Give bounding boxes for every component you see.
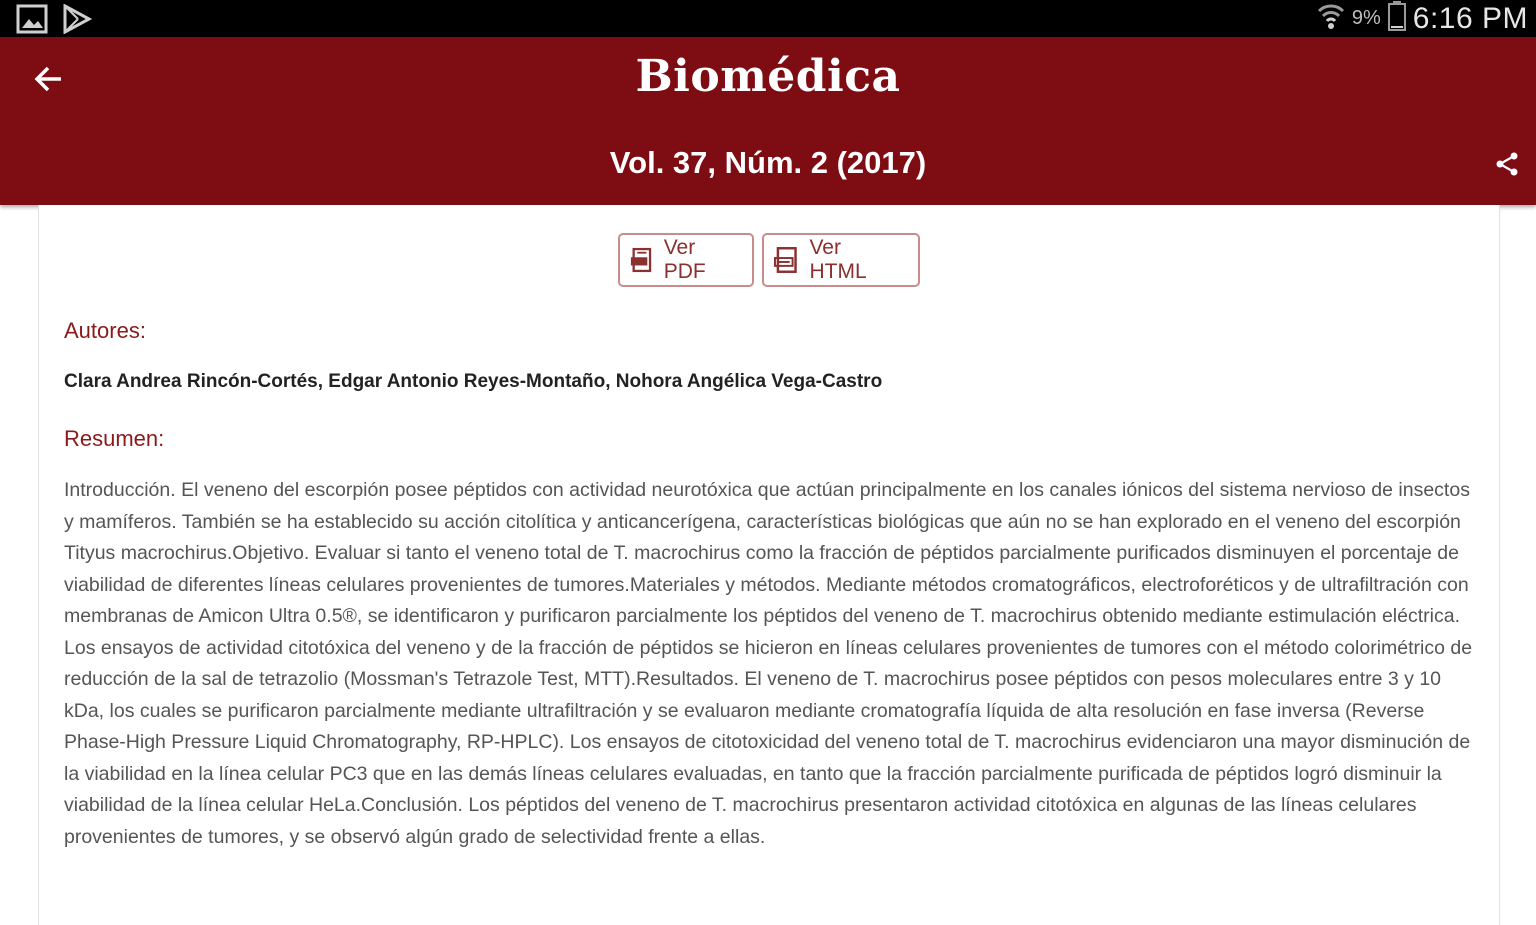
battery-percent: 9% [1351, 7, 1381, 29]
abstract-text: Introducción. El veneno del escorpión posee péptidos con actividad neurotóxica que actúan principalmente en los canales iónicos del sistema nervioso de insectos y mamíferos. También se ha establecido su acción citolítica y anticancerígena, características biológicas que aún no se han explorado en el veneno del escorpión Tityus macrochirus.Objetivo. Evaluar si tanto el veneno total de T. macrochirus como la fracción de péptidos parcialmente purificados disminuyen el porcentaje de viabilidad de diferentes líneas celulares provenientes de tumores.Materiales y métodos. Mediante métodos cromatográficos, electroforéticos y de ultrafiltración con membranas de Amicon Ultra 0.5®, se identificaron y purificaron parcialmente los péptidos del veneno de T. macrochirus obtenido mediante estimulación eléctrica. Los ensayos de actividad citotóxica del veneno y de la fracción de péptidos se hicieron en líneas celulares provenientes de tumores con el método colorimétrico de reducción de la sal de tetrazolio (Mossman's Tetrazole Test, MTT).Resultados. El veneno de T. macrochirus posee péptidos con pesos moleculares entre 3 y 10 kDa, los cuales se purificaron parcialmente mediante ultrafiltración y se evaluaron mediante cromatografía líquida de alta resolución en fase inversa (Reverse Phase-High Pressure Liquid Chromatography, RP-HPLC). Los ensayos de citotoxicidad del veneno total de T. macrochirus evidenciaron una mayor disminución de la viabilidad en la línea celular PC3 que en las demás líneas celulares evaluadas, en tanto que la fracción parcialmente purificada de péptidos logró disminuir la viabilidad de la línea celular HeLa.Conclusión. Los péptidos del veneno de T. macrochirus presentaron actividad citotóxica en algunas de las líneas celulares provenientes de tumores, y se observó algún grado de selectividad frente a ellas. [64, 479, 1473, 848]
status-bar-right [1316, 0, 1528, 37]
share-button[interactable] [1492, 149, 1522, 179]
gallery-icon [16, 4, 48, 39]
html-file-icon [774, 246, 799, 274]
wifi-icon [1316, 1, 1346, 36]
issue-title: Vol. 37, Núm. 2 (2017) [609, 145, 927, 180]
abstract-heading: Resumen: [64, 426, 165, 451]
view-buttons [39, 233, 1499, 287]
view-pdf-button[interactable] [618, 233, 754, 287]
app-bar [0, 37, 1536, 205]
pdf-file-icon [630, 246, 654, 274]
status-bar [0, 0, 1536, 37]
authors-text: Clara Andrea Rincón-Cortés, Edgar Antonio Reyes-Montaño, Nohora Angélica Vega-Castro [64, 371, 883, 392]
status-time: 6:16 PM [1412, 1, 1528, 35]
app-title: Biomédica [635, 51, 901, 102]
play-store-icon [62, 4, 92, 39]
view-html-label: Ver HTML [809, 236, 867, 283]
authors-heading: Autores: [64, 318, 146, 343]
view-html-button[interactable] [762, 233, 920, 287]
status-bar-left [16, 4, 92, 39]
article-card [38, 205, 1500, 925]
share-icon [1494, 151, 1520, 177]
battery-icon [1387, 0, 1407, 37]
view-pdf-label: Ver PDF [663, 236, 706, 283]
